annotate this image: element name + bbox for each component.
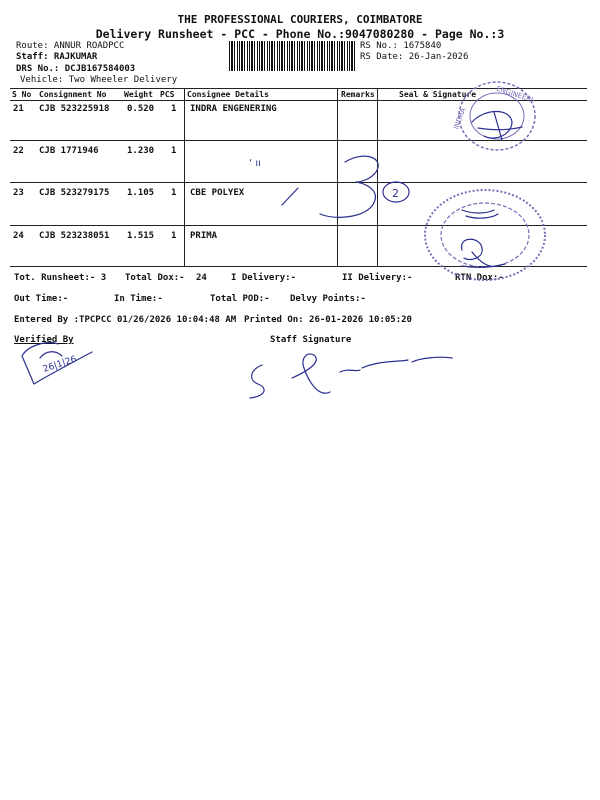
row-sno: 23 bbox=[13, 188, 24, 198]
in-time: In Time:- bbox=[114, 294, 163, 304]
header-consignee: Consignee Details bbox=[187, 90, 269, 99]
staff-label: Staff: RAJKUMAR bbox=[16, 52, 98, 62]
row-pcs: 1 bbox=[171, 146, 177, 156]
row-pcs: 1 bbox=[171, 188, 177, 198]
row-consignment: CJB 523225918 bbox=[39, 104, 110, 114]
route-label: Route: ANNUR ROADPCC bbox=[16, 41, 125, 51]
rs-number: RS No.: 1675840 bbox=[360, 41, 442, 51]
row-weight: 1.230 bbox=[127, 146, 155, 156]
total-dox-label: Total Dox:- bbox=[125, 273, 185, 283]
staff-signature bbox=[250, 354, 452, 398]
svg-text:INDRA: INDRA bbox=[452, 106, 468, 131]
header-weight: Weight bbox=[124, 90, 153, 99]
row-22-mark: ‘ ıı bbox=[249, 158, 261, 169]
row-consignment: CJB 523279175 bbox=[39, 188, 110, 198]
header-seal: Seal & Signature bbox=[399, 90, 477, 99]
row-consignment: CJB 523238051 bbox=[39, 231, 110, 241]
ii-delivery: II Delivery:- bbox=[342, 273, 413, 283]
row-weight: 1.515 bbox=[127, 231, 155, 241]
printed-on: Printed On: 26-01-2026 10:05:20 bbox=[244, 315, 412, 325]
svg-text:ENGINEERI: ENGINEERI bbox=[495, 84, 535, 105]
staff-signature-label: Staff Signature bbox=[270, 335, 352, 345]
header-pcs: PCS bbox=[160, 90, 175, 99]
signature-row-24 bbox=[462, 239, 505, 267]
row-weight: 0.520 bbox=[127, 104, 155, 114]
rs-date: RS Date: 26-Jan-2026 bbox=[360, 52, 469, 62]
row-pcs: 1 bbox=[171, 104, 177, 114]
row-sno: 22 bbox=[13, 146, 24, 156]
slash-mark bbox=[282, 188, 298, 205]
row-pcs: 1 bbox=[171, 231, 177, 241]
stamp-scribble bbox=[462, 210, 498, 218]
rtn-dox: RTN Dox:- bbox=[455, 273, 504, 283]
runsheet-subtitle: Delivery Runsheet - PCC - Phone No.:9047080280 - Page No.:3 bbox=[95, 27, 505, 41]
signature-row-23 bbox=[320, 156, 378, 217]
drs-label: DRS No.: DCJB167584003 bbox=[16, 64, 136, 74]
row-sno: 21 bbox=[13, 104, 24, 114]
entered-by: Entered By :TPCPCC 01/26/2026 10:04:48 AM bbox=[14, 315, 237, 325]
row-consignment: CJB 1771946 bbox=[39, 146, 99, 156]
out-time: Out Time:- bbox=[14, 294, 69, 304]
header-consignment: Consignment No bbox=[39, 90, 107, 99]
circled-number: 2 bbox=[392, 187, 399, 200]
row-consignee: PRIMA bbox=[190, 231, 218, 241]
verified-date: 26|1|26 bbox=[41, 354, 78, 375]
header-sno: S No bbox=[12, 90, 32, 99]
row-consignee: CBE POLYEX bbox=[190, 188, 245, 198]
signature-row-21 bbox=[472, 112, 522, 141]
row-weight: 1.105 bbox=[127, 188, 155, 198]
vehicle-label: Vehicle: Two Wheeler Delivery bbox=[20, 75, 178, 85]
verified-by: Verified By bbox=[14, 335, 74, 345]
company-title: THE PROFESSIONAL COURIERS, COIMBATORE bbox=[177, 13, 423, 26]
i-delivery: I Delivery:- bbox=[231, 273, 297, 283]
row-consignee: INDRA ENGENERING bbox=[190, 104, 277, 114]
row-sno: 24 bbox=[13, 231, 24, 241]
tot-runsheet: Tot. Runsheet:- 3 bbox=[14, 273, 107, 283]
header-remarks: Remarks bbox=[341, 90, 375, 99]
total-pod: Total POD:- bbox=[210, 294, 270, 304]
total-dox-value: 24 bbox=[196, 273, 207, 283]
delvy-points: Delvy Points:- bbox=[290, 294, 366, 304]
